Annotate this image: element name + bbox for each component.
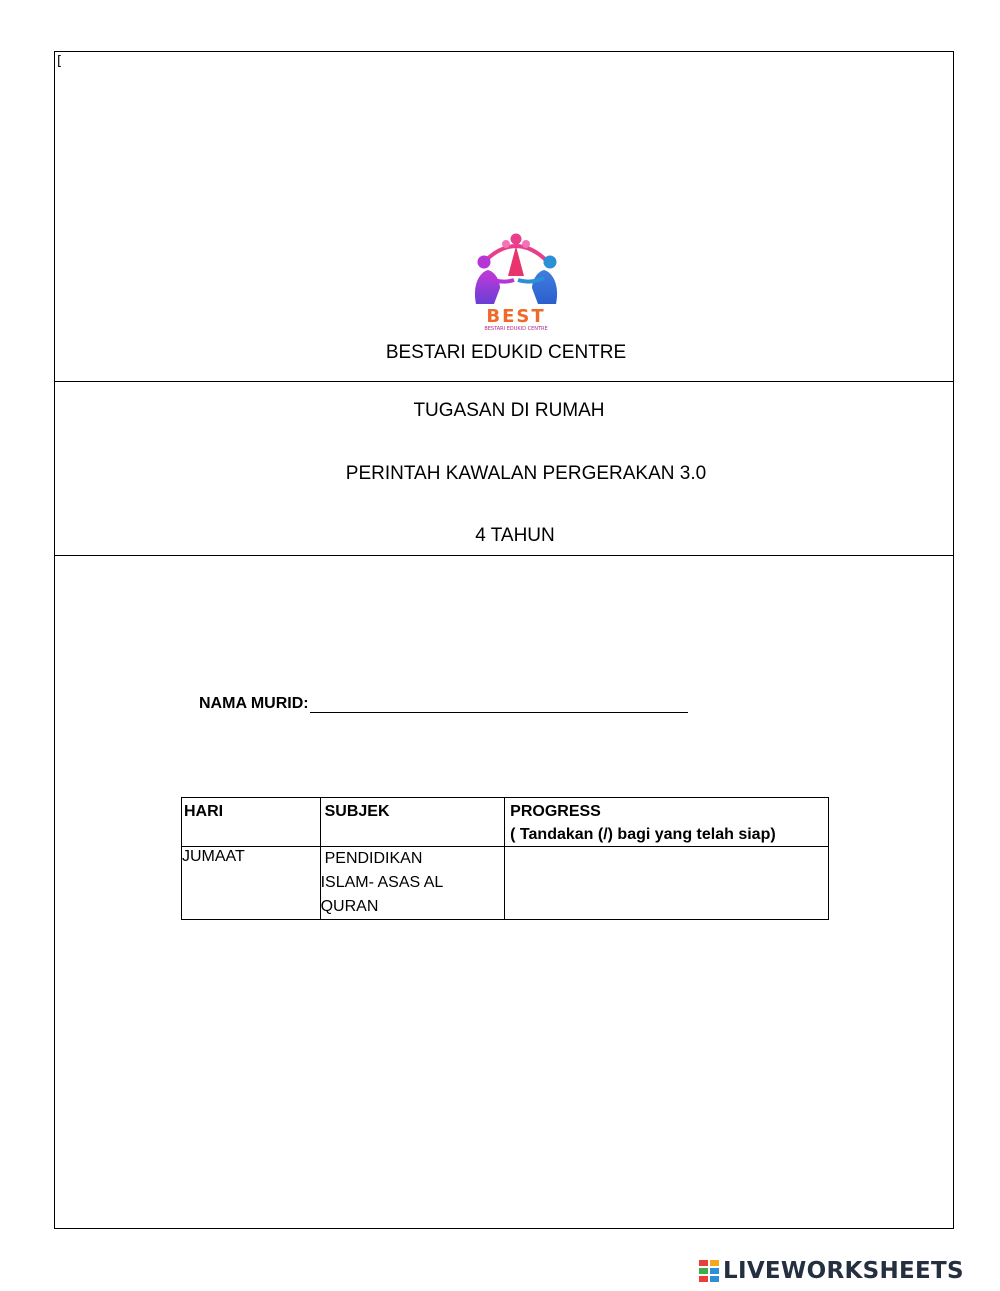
- cell-subjek-line2: ISLAM- ASAS AL: [320, 874, 444, 891]
- cell-subjek-line3: QURAN: [320, 898, 379, 915]
- liveworksheets-logo[interactable]: [698, 1258, 964, 1284]
- progress-table: [181, 797, 829, 920]
- cell-progress[interactable]: [505, 847, 829, 920]
- badge-cell-0: [698, 1259, 709, 1267]
- title-line-pkp: PERINTAH KAWALAN PERGERAKAN 3.0: [345, 463, 707, 484]
- header-section: [55, 52, 953, 382]
- student-name-row: [199, 694, 688, 713]
- bestari-logo: [470, 232, 562, 332]
- header-progress: [505, 798, 829, 847]
- badge-cell-3: [709, 1267, 720, 1275]
- title-line-age: 4 TAHUN: [475, 525, 555, 546]
- header-progress-label: PROGRESS: [510, 803, 601, 820]
- badge-cell-4: [698, 1275, 709, 1283]
- title-section: [55, 382, 953, 556]
- logo-text: BEST: [486, 306, 546, 327]
- cell-subjek-line1: PENDIDIKAN: [324, 850, 423, 867]
- cell-hari: JUMAAT: [182, 847, 321, 920]
- cell-subjek: [320, 847, 505, 920]
- centre-name: BESTARI EDUKID CENTRE: [385, 342, 627, 363]
- student-name-label: NAMA MURID:: [199, 695, 309, 712]
- student-name-field[interactable]: [310, 694, 688, 713]
- liveworksheets-brand: LIVEWORKSHEETS: [723, 1258, 964, 1284]
- title-line-task: TUGASAN DI RUMAH: [413, 400, 605, 421]
- badge-cell-5: [709, 1275, 720, 1283]
- table-row: [182, 847, 829, 920]
- badge-cell-1: [709, 1259, 720, 1267]
- liveworksheets-badge-icon: [698, 1259, 720, 1283]
- bracket-mark: [: [57, 54, 63, 69]
- logo-subtext: BESTARI EDUKID CENTRE: [484, 326, 548, 332]
- badge-cell-2: [698, 1267, 709, 1275]
- header-hari: HARI: [182, 798, 321, 847]
- header-progress-note: ( Tandakan (/) bagi yang telah siap): [510, 826, 776, 843]
- table-header-row: [182, 798, 829, 847]
- worksheet-page: [54, 51, 954, 1229]
- header-subjek: SUBJEK: [320, 798, 505, 847]
